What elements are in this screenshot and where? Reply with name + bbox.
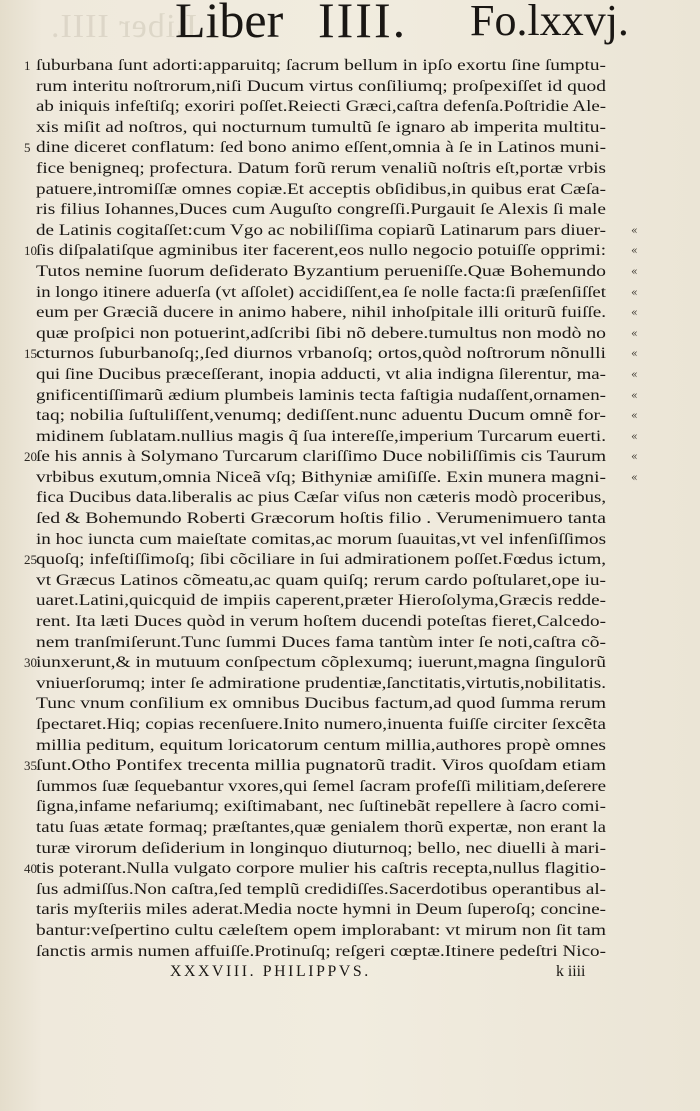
- text-line: [36, 612, 606, 633]
- quotation-mark: «: [631, 429, 638, 443]
- header-liber: Liber: [175, 0, 284, 48]
- line-number: 5: [24, 140, 31, 156]
- line-text: quoſq; infeſtiſſimoſq; ſibi cõciliare in ſui admirationem poſſet.Fœdus ictum,: [36, 551, 606, 569]
- line-text: nem tranſmiſerunt.Tunc ſummi Duces fama tantùm inter ſe noti,caſtra cõ-: [36, 633, 607, 651]
- header-folio-number: Fo.lxxvj.: [470, 0, 629, 45]
- line-text: tatu ſuas ætate formaq; præſtantes,quæ genialem thorũ expertæ, non erant la: [36, 818, 607, 836]
- quotation-mark: [631, 674, 651, 695]
- text-line: [36, 365, 606, 386]
- line-number: 1: [24, 58, 31, 73]
- line-text: ſis diſpalatiſque agminibus iter facerent,eos nullo negocio potuiſſe opprimi:: [36, 242, 607, 260]
- text-line: [36, 488, 606, 509]
- quotation-mark: «: [631, 264, 638, 278]
- line-number: 15: [24, 346, 37, 362]
- show-through-text: Liber IIII.: [50, 8, 197, 45]
- quotation-mark: «: [631, 388, 638, 402]
- line-number: 30: [24, 655, 37, 671]
- quotation-mark: [631, 56, 651, 77]
- text-line: [36, 900, 606, 921]
- line-text: vrbibus exutum,omnia Niceã vſq; Bithyniæ amiſiſſe. Exin munera magni-: [36, 468, 606, 486]
- text-line: [36, 715, 606, 736]
- line-number: 20: [24, 449, 37, 465]
- text-line: [36, 818, 606, 839]
- text-line: [36, 468, 606, 489]
- text-line: [36, 736, 606, 757]
- quotation-mark: «: [631, 223, 638, 237]
- text-block: [24, 56, 607, 962]
- quotation-mark: [631, 591, 651, 612]
- text-line: [24, 447, 607, 468]
- line-text: ſanctis armis numen affuiſſe.Protinuſq; reſgeri cœptæ.Itinere pedeſtri Nico-: [36, 942, 606, 960]
- line-text: de Latinis cogitaſſet:cum Vgo ac nobiliſſima copiarũ Latinarum pars diuer-: [36, 221, 606, 239]
- quotation-mark: [631, 818, 651, 839]
- line-text: quæ proſpici non potuerint,adſcribi ſibi nõ debere.tumultus non modò no: [36, 324, 606, 342]
- quire-mark: k iiii: [556, 963, 586, 980]
- line-text: ab iniquis infeſtiſq; exoriri poſſet.Reiecti Græci,caſtra defenſa.Poſtridie Ale-: [36, 98, 607, 116]
- line-text: taris myſteriis miles aderat.Media nocte hymni in Deum ſuperoſq; concine-: [36, 901, 606, 919]
- line-text: eum per Græciã ducere in animo habere, nihil inhoſpitale illi oriturũ fuiſſe.: [36, 304, 607, 322]
- line-number: 40: [24, 861, 37, 877]
- text-line: [36, 159, 606, 180]
- quotation-mark: [631, 77, 651, 98]
- line-text: ſigna,infame nefariumq; exiſtimabant, nec ſuſtinebãt repellere à ſacro comi-: [36, 798, 606, 816]
- line-text: vniuerſorumq; inter ſe admiratione prudentiæ,ſanctitatis,virtutis,nobilitatis.: [36, 674, 607, 692]
- quotation-mark: «: [631, 367, 638, 381]
- quotation-mark: [631, 777, 651, 798]
- quotation-mark: [631, 180, 651, 201]
- quotation-mark: [631, 159, 651, 180]
- quotation-mark: [631, 756, 651, 777]
- quotation-mark: «: [631, 409, 638, 423]
- text-line: [36, 386, 606, 407]
- text-line: [36, 530, 606, 551]
- line-text: Tutos nemine ſuorum deſiderato Byzantium perueniſſe.Quæ Bohemundo: [36, 262, 607, 280]
- quotation-mark: «: [631, 450, 638, 464]
- text-line: [24, 56, 606, 77]
- line-text: fice benigneq; profectura. Datum forũ rerum venaliũ noſtris eſt,portæ vrbis: [36, 159, 606, 177]
- page-footer: [0, 963, 700, 987]
- text-line: [36, 880, 606, 901]
- text-line: [36, 283, 606, 304]
- line-text: millia peditum, equitum loricatorum centum millia,authores propè omnes: [36, 736, 607, 754]
- quotation-mark: «: [631, 347, 638, 361]
- quotation-mark: [631, 97, 651, 118]
- line-text: ſunt.Otho Pontifex trecenta millia pugnatorũ tradit. Viros quoſdam etiam: [36, 757, 607, 775]
- text-line: [36, 797, 606, 818]
- quotation-mark: «: [631, 244, 638, 258]
- text-line: [24, 550, 606, 571]
- text-line: [36, 180, 606, 201]
- quotation-mark: [631, 859, 651, 880]
- line-text: taq; nobilia ſuſtuliſſent,venumq; dediſſent.nunc aduentu Ducum omnẽ for-: [36, 407, 607, 425]
- text-line: [36, 633, 606, 654]
- line-text: ſe his annis à Solymano Turcarum clariſſimo Duce nobiliſſimis cis Taurum: [36, 448, 607, 466]
- signature-line: XXXVIII. PHILIPPVS.: [170, 963, 371, 980]
- text-line: [36, 921, 606, 942]
- quotation-mark: [631, 138, 651, 159]
- text-line: [36, 777, 606, 798]
- text-line: [24, 138, 607, 159]
- text-line: [36, 406, 606, 427]
- quotation-mark: [631, 509, 651, 530]
- text-line: [36, 324, 606, 345]
- quotation-mark: [631, 797, 651, 818]
- line-text: tis poterant.Nulla vulgato corpore mulier his caſtris recepta,nullus flagitio-: [36, 860, 607, 878]
- quotation-mark: [631, 653, 651, 674]
- line-text: iunxerunt,& in mutuum conſpectum cõplexumq; iuerunt,magna ſingulorũ: [36, 654, 606, 672]
- line-number: 10: [24, 243, 37, 259]
- quotation-mark: «: [631, 326, 638, 340]
- line-text: fica Ducibus data.liberalis ac pius Cæſar viſus non cæteris modò proceribus,: [36, 489, 607, 507]
- text-line: [24, 859, 607, 880]
- text-line: [36, 97, 606, 118]
- line-text: ſus admiſſus.Non caſtra,ſed templũ credidiſſes.Sacerdotibus operantibus al-: [36, 880, 607, 898]
- quotation-mark: [631, 942, 651, 963]
- line-text: Tunc vnum conſilium ex omnibus Ducibus factum,ad quod ſumma rerum: [36, 695, 606, 713]
- text-line: [36, 77, 606, 98]
- header-book-number: IIII.: [318, 0, 408, 48]
- quotation-mark: [631, 118, 651, 139]
- quotation-marks-column: [631, 56, 651, 962]
- quotation-mark: [631, 839, 651, 860]
- text-line: [36, 262, 606, 283]
- line-text: rum interitu noſtrorum,niſi Ducum virtus conſiliumq; proſpexiſſet id quod: [36, 77, 607, 95]
- quotation-mark: «: [631, 285, 638, 299]
- quotation-mark: [631, 715, 651, 736]
- line-text: patuere,intromiſſæ omnes copiæ.Et acceptis obſidibus,in quibus erat Cæſa-: [36, 180, 607, 198]
- quotation-mark: «: [631, 470, 638, 484]
- text-line: [36, 839, 606, 860]
- text-line: [36, 694, 606, 715]
- line-text: ſummos ſuæ ſequebantur vxores,qui ſemel ſacram profeſſi militiam,deſerere: [36, 777, 607, 795]
- running-header: [0, 0, 700, 50]
- quotation-mark: [631, 736, 651, 757]
- text-line: [36, 942, 606, 963]
- text-line: [36, 591, 606, 612]
- quotation-mark: [631, 900, 651, 921]
- line-text: qui ſine Ducibus præceſſerant, inopia adducti, vt alia indigna ſilerentur, ma-: [36, 365, 606, 383]
- quotation-mark: [631, 694, 651, 715]
- line-text: in longo itinere aduerſa (vt aſſolet) accidiſſent,ea ſe nolle facta:ſi præſenſiſſet: [36, 283, 606, 301]
- line-text: ſed & Bohemundo Roberti Græcorum hoſtis filio . Verumenimuero tanta: [36, 510, 606, 528]
- text-line: [36, 118, 606, 139]
- line-number: 25: [24, 552, 37, 568]
- line-text: vt Græcus Latinos cõmeatu,ac quam quiſq; rerum cardo poſtularet,ope iu-: [36, 571, 607, 589]
- quotation-mark: «: [631, 306, 638, 320]
- quotation-mark: [631, 530, 651, 551]
- text-line: [36, 303, 606, 324]
- quotation-mark: [631, 488, 651, 509]
- quotation-mark: [631, 571, 651, 592]
- quotation-mark: [631, 633, 651, 654]
- line-text: ſuburbana ſunt adorti:apparuitq; ſacrum bellum in ipſo exortu ſine ſumptu-: [36, 57, 606, 74]
- quotation-mark: [631, 200, 651, 221]
- quotation-mark: [631, 880, 651, 901]
- line-text: ſpectaret.Hiq; copias recenſuere.Inito numero,inuenta fuiſſe circiter ſexcẽta: [36, 716, 606, 733]
- quotation-mark: [631, 550, 651, 571]
- text-line: [24, 241, 607, 262]
- text-line: [24, 756, 607, 777]
- line-text: xis miſit ad noſtros, qui nocturnum tumultũ ſe ignaro ab imperita multitu-: [36, 118, 607, 136]
- text-line: [24, 653, 606, 674]
- line-text: gnificentiſſimarũ ædium plumbeis laminis tecta faſtigia nudaſſent,ornamen-: [36, 386, 606, 404]
- line-text: uaret.Latini,quicquid de impiis caperent,præter Hieroſolyma,Græcis redde-: [36, 592, 606, 610]
- line-text: dine diceret conflatum: ſed bono animo eſſent,omnia à ſe in Latinos muni-: [36, 139, 607, 157]
- line-text: turæ virorum deſiderium in longinquo diuturnoq; bello, nec diuelli à mari-: [36, 839, 606, 857]
- line-text: midinem ſublatam.nullius magis q̃ ſua intereſſe,imperium Turcarum euerti.: [36, 427, 606, 445]
- line-text: ris filius Iohannes,Duces cum Auguſto congreſſi.Purgauit ſe Alexis ſi male: [36, 201, 606, 219]
- text-line: [36, 571, 606, 592]
- line-text: rent. Ita læti Duces quòd in verum hoſtem ducendi poteſtas fieret,Calcedo-: [36, 613, 606, 631]
- text-line: [24, 344, 607, 365]
- line-text: cturnos ſuburbanoſq;,ſed diurnos vrbanoſq; ortos,quòd noſtrorum nõnulli: [36, 345, 607, 363]
- text-line: [36, 509, 606, 530]
- text-line: [36, 200, 606, 221]
- line-number: 35: [24, 758, 37, 774]
- line-text: bantur:veſpertino cultu cæleſtem opem implorabant: vt mirum non ſit tam: [36, 921, 607, 939]
- line-text: in hoc iuncta cum maieſtate comitas,ac morum ſuauitas,vt vel infenſiſſimos: [36, 530, 606, 548]
- text-line: [36, 427, 606, 448]
- text-line: [36, 221, 606, 242]
- quotation-mark: [631, 612, 651, 633]
- text-line: [36, 674, 606, 695]
- quotation-mark: [631, 921, 651, 942]
